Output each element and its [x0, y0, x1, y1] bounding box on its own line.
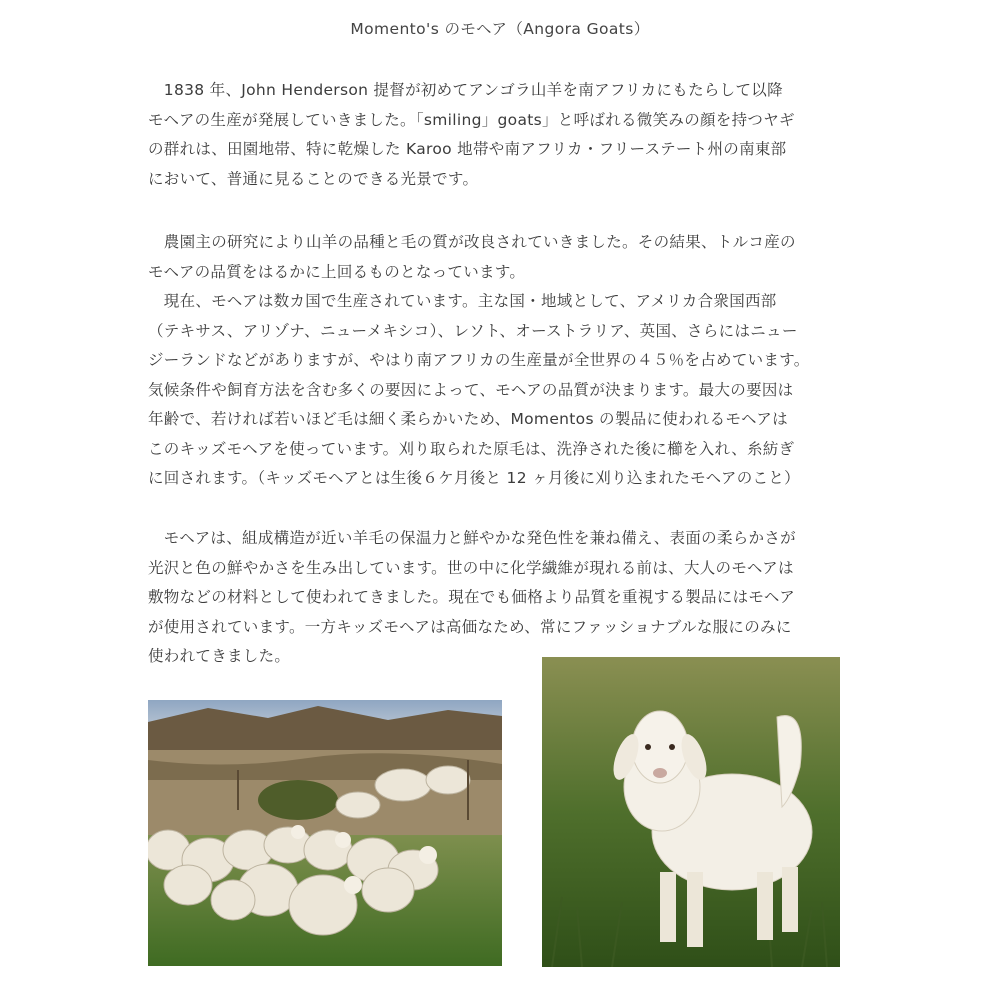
text-line: （テキサス、アリゾナ、ニューメキシコ）、レソト、オーストラリア、英国、さらにはニュー	[148, 321, 798, 340]
text-line: モヘアの品質をはるかに上回るものとなっています。	[148, 262, 526, 281]
text-line: において、普通に見ることのできる光景です。	[148, 169, 479, 188]
text-line: 1838 年、John Henderson 提督が初めてアンゴラ山羊を南アフリカにもたらして以降	[148, 81, 783, 99]
text-line: 農園主の研究により山羊の品種と毛の質が改良されていきました。その結果、トルコ産の	[148, 233, 796, 251]
angora-kid-goat-photo	[542, 657, 840, 967]
text-line: このキッズモヘアを使っています。刈り取られた原毛は、洗浄された後に櫛を入れ、糸紡ぎ	[148, 439, 795, 458]
herd-of-goats-photo	[148, 700, 502, 966]
text-line: 光沢と色の鮮やかさを生み出しています。世の中に化学繊維が現れる前は、大人のモヘアは	[148, 558, 794, 577]
bush	[258, 780, 338, 820]
text-line: ジーランドなどがありますが、やはり南アフリカの生産量が全世界の４５％を占めています。	[148, 351, 810, 369]
text-line: モヘアは、組成構造が近い羊毛の保温力と鮮やかな発色性を兼ね備え、表面の柔らかさが	[148, 529, 796, 547]
text-line: 敷物などの材料として使われてきました。現在でも価格より品質を重視する製品にはモヘア	[148, 588, 796, 606]
page-title: Momento's のモヘア（Angora Goats）	[350, 20, 650, 38]
text-line: 使われてきました。	[148, 647, 291, 665]
text-line: 年齢で、若ければ若いほど毛は細く柔らかいため、Momentos の製品に使われるモヘアは	[148, 410, 788, 428]
text-line: の群れは、田園地帯、特に乾燥した Karoo 地帯や南アフリカ・フリーステート州の南東部	[148, 140, 787, 158]
text-line: が使用されています。一方キッズモヘアは高価なため、常にファッショナブルな服にのみに	[148, 617, 792, 636]
kid-goat-illustration	[542, 657, 840, 967]
text-line: モヘアの生産が発展していきました。「smiling」goats」と呼ばれる微笑みの顔を持つヤギ	[148, 110, 795, 129]
paragraph-production	[148, 228, 868, 494]
paragraph-history	[148, 76, 868, 194]
text-line: に回されます。（キッズモヘアとは生後６ケ月後と 12 ヶ月後に刈り込まれたモヘアのこと）	[148, 469, 800, 487]
herd-photo-illustration	[148, 700, 502, 966]
text-line: 気候条件や飼育方法を含む多くの要因によって、モヘアの品質が決まります。最大の要因は	[148, 380, 794, 399]
paragraph-properties	[148, 524, 868, 672]
text-line: 現在、モヘアは数カ国で生産されています。主な国・地域として、アメリカ合衆国西部	[148, 292, 777, 310]
